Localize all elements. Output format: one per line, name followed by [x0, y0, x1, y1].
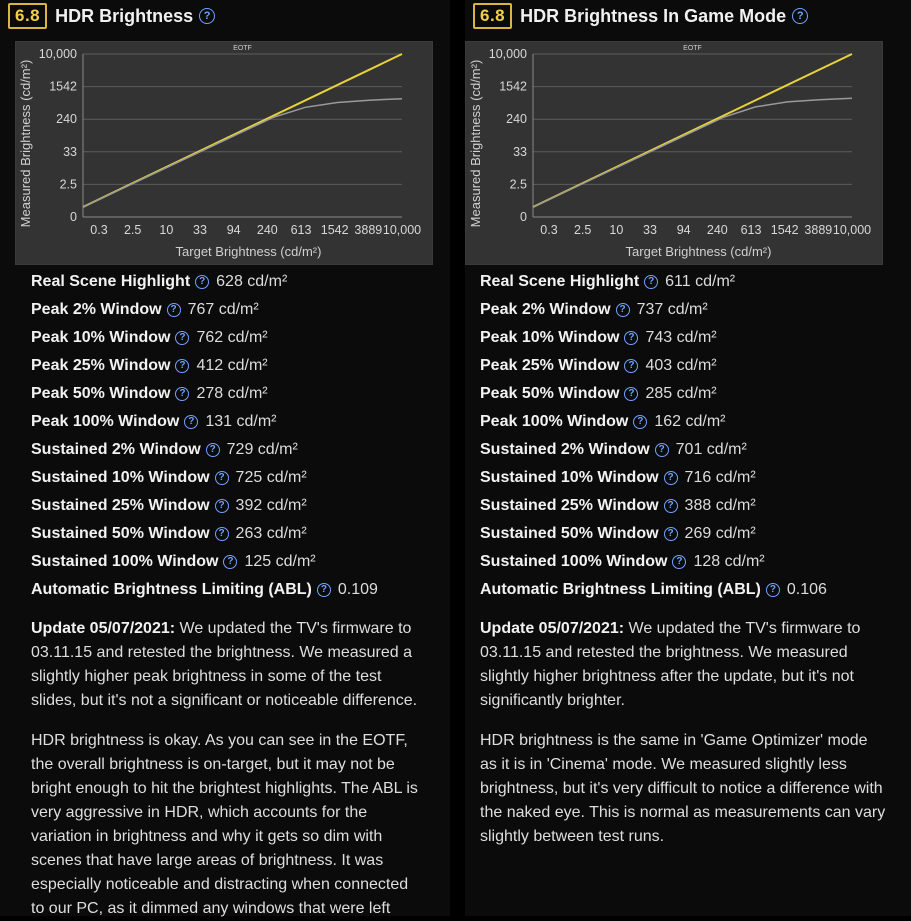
update-label: Update 05/07/2021: — [480, 620, 625, 637]
help-icon[interactable]: ? — [624, 359, 638, 373]
metric-label: Peak 50% Window — [31, 385, 171, 402]
metric-label: Peak 50% Window — [480, 385, 620, 402]
metric-value: 403 cd/m² — [645, 357, 717, 374]
metric-value: 737 cd/m² — [636, 301, 708, 318]
right-panel — [465, 0, 911, 916]
help-icon[interactable]: ? — [644, 275, 658, 289]
metric-value: 701 cd/m² — [675, 441, 747, 458]
metric-row — [31, 464, 450, 492]
y-tick-label: 1542 — [49, 79, 77, 94]
x-tick-label: 10,000 — [832, 223, 872, 237]
metric-row — [480, 492, 911, 520]
metric-value: 285 cd/m² — [645, 385, 717, 402]
x-tick-label: 613 — [290, 223, 312, 237]
y-tick-label: 33 — [63, 144, 77, 159]
y-tick-label: 10,000 — [38, 47, 77, 61]
metric-value: 269 cd/m² — [684, 525, 756, 542]
metric-value: 131 cd/m² — [205, 413, 277, 430]
chart-title: EOTF — [683, 45, 702, 52]
section-title: HDR Brightness — [55, 5, 194, 26]
help-icon[interactable]: ? — [215, 499, 229, 513]
metric-label: Sustained 25% Window — [480, 497, 659, 514]
x-tick-label: 10,000 — [382, 223, 422, 237]
metric-value: 162 cd/m² — [654, 413, 726, 430]
metric-value: 392 cd/m² — [235, 497, 307, 514]
metric-value: 725 cd/m² — [235, 469, 307, 486]
help-icon[interactable]: ? — [195, 275, 209, 289]
metric-row — [480, 576, 911, 604]
help-icon[interactable]: ? — [175, 359, 189, 373]
update-note — [31, 617, 422, 713]
metric-row — [480, 520, 911, 548]
eotf-chart-svg — [16, 42, 432, 264]
metric-row — [480, 268, 911, 296]
x-tick-label: 613 — [740, 223, 762, 237]
metric-label: Real Scene Highlight — [31, 273, 191, 290]
y-tick-label: 2.5 — [59, 177, 77, 192]
metric-value: 767 cd/m² — [187, 301, 259, 318]
x-tick-label: 33 — [643, 223, 657, 237]
y-tick-label: 33 — [513, 144, 527, 159]
eotf-chart — [15, 41, 433, 265]
help-icon[interactable]: ? — [792, 8, 808, 24]
eotf-chart-svg — [466, 42, 882, 264]
metric-label: Peak 2% Window — [480, 301, 611, 318]
metric-label: Real Scene Highlight — [480, 273, 640, 290]
help-icon[interactable]: ? — [655, 443, 669, 457]
help-icon[interactable]: ? — [624, 387, 638, 401]
metric-label: Sustained 10% Window — [31, 469, 210, 486]
metric-row — [480, 380, 911, 408]
section-header — [8, 3, 450, 29]
score-badge: 6.8 — [8, 3, 47, 29]
metric-value: 412 cd/m² — [196, 357, 268, 374]
x-tick-label: 240 — [706, 223, 728, 237]
x-tick-label: 33 — [193, 223, 207, 237]
metric-row — [480, 324, 911, 352]
metric-row — [31, 548, 450, 576]
metric-row — [480, 464, 911, 492]
metric-label: Peak 10% Window — [480, 329, 620, 346]
metric-label: Sustained 100% Window — [480, 553, 668, 570]
metric-row — [31, 324, 450, 352]
metric-row — [480, 548, 911, 576]
metrics-list — [31, 268, 450, 604]
metric-row — [31, 520, 450, 548]
metric-value: 278 cd/m² — [196, 385, 268, 402]
x-tick-label: 3889 — [354, 223, 383, 237]
metric-value: 0.106 — [786, 581, 827, 598]
score-badge: 6.8 — [473, 3, 512, 29]
help-icon[interactable]: ? — [223, 555, 237, 569]
metric-label: Peak 25% Window — [31, 357, 171, 374]
x-tick-label: 10 — [159, 223, 174, 237]
metric-row — [480, 436, 911, 464]
metric-row — [31, 492, 450, 520]
metric-value: 743 cd/m² — [645, 329, 717, 346]
metric-row — [31, 380, 450, 408]
x-tick-label: 0.3 — [540, 223, 558, 237]
section-header — [473, 3, 911, 29]
help-icon[interactable]: ? — [167, 303, 181, 317]
metric-value: 628 cd/m² — [216, 273, 288, 290]
metric-row — [31, 352, 450, 380]
left-panel — [0, 0, 450, 916]
help-icon[interactable]: ? — [766, 583, 780, 597]
metric-label: Sustained 2% Window — [480, 441, 650, 458]
help-icon[interactable]: ? — [633, 415, 647, 429]
x-tick-label: 1542 — [320, 223, 349, 237]
metric-label: Sustained 2% Window — [31, 441, 201, 458]
metric-value: 611 cd/m² — [665, 273, 736, 290]
x-tick-label: 94 — [226, 223, 241, 237]
y-tick-label: 2.5 — [509, 177, 527, 192]
help-icon[interactable]: ? — [664, 471, 678, 485]
x-tick-label: 94 — [676, 223, 691, 237]
metric-row — [480, 352, 911, 380]
metric-row — [31, 576, 450, 604]
description-text: HDR brightness is okay. As you can see in the EOTF, the overall brightness is on-target, but it may not be bright enough to hit the brightest highlights. The ABL is very aggressive in HDR, which accounts for the variation in brightness and why it gets so dim with scenes that have large areas of brightness. It was especially noticeable and distracting when connected to our PC, as it dimmed any windows that were left — [31, 732, 418, 917]
metric-label: Automatic Brightness Limiting (ABL) — [480, 581, 761, 598]
y-tick-label: 0 — [520, 210, 527, 224]
y-axis-label: Measured Brightness (cd/m²) — [468, 59, 483, 228]
help-icon[interactable]: ? — [664, 499, 678, 513]
metric-label: Sustained 10% Window — [480, 469, 659, 486]
metric-label: Automatic Brightness Limiting (ABL) — [31, 581, 312, 598]
update-label: Update 05/07/2021: — [31, 620, 176, 637]
metric-value: 729 cd/m² — [226, 441, 298, 458]
update-note — [480, 617, 887, 713]
eotf-chart — [465, 41, 883, 265]
chart-title: EOTF — [233, 45, 252, 52]
x-tick-label: 10 — [609, 223, 624, 237]
section-title: HDR Brightness In Game Mode — [520, 5, 787, 26]
metric-row — [480, 408, 911, 436]
metric-row — [31, 296, 450, 324]
help-icon[interactable]: ? — [175, 387, 189, 401]
help-icon[interactable]: ? — [672, 555, 686, 569]
help-icon[interactable]: ? — [215, 471, 229, 485]
x-tick-label: 1542 — [770, 223, 799, 237]
metric-row — [31, 268, 450, 296]
metric-row — [480, 296, 911, 324]
y-axis-label: Measured Brightness (cd/m²) — [18, 59, 33, 228]
help-icon[interactable]: ? — [215, 527, 229, 541]
metric-value: 388 cd/m² — [684, 497, 756, 514]
metric-value: 762 cd/m² — [196, 329, 268, 346]
metric-label: Peak 100% Window — [31, 413, 180, 430]
y-tick-label: 240 — [56, 112, 77, 127]
metrics-list — [480, 268, 911, 604]
metric-row — [31, 408, 450, 436]
y-tick-label: 1542 — [499, 79, 527, 94]
x-axis-label: Target Brightness (cd/m²) — [175, 244, 322, 259]
metric-label: Peak 100% Window — [480, 413, 629, 430]
y-tick-label: 10,000 — [488, 47, 527, 61]
metric-value: 263 cd/m² — [235, 525, 307, 542]
metric-label: Peak 25% Window — [480, 357, 620, 374]
x-tick-label: 0.3 — [90, 223, 108, 237]
metric-value: 125 cd/m² — [244, 553, 316, 570]
help-icon[interactable]: ? — [664, 527, 678, 541]
metric-value: 128 cd/m² — [693, 553, 765, 570]
description — [31, 729, 422, 921]
help-icon[interactable]: ? — [206, 443, 220, 457]
help-icon[interactable]: ? — [317, 583, 331, 597]
x-tick-label: 240 — [256, 223, 278, 237]
metric-row — [31, 436, 450, 464]
x-tick-label: 2.5 — [123, 223, 142, 237]
help-icon[interactable]: ? — [175, 331, 189, 345]
help-icon[interactable]: ? — [624, 331, 638, 345]
update-text: We updated the TV's firmware to 03.11.15 and retested the brightness. We measured slightly higher brightness after the update, but it's not significantly brighter. — [480, 620, 861, 709]
metric-label: Peak 2% Window — [31, 301, 162, 318]
help-icon[interactable]: ? — [184, 415, 198, 429]
y-tick-label: 0 — [70, 210, 77, 224]
metric-label: Sustained 100% Window — [31, 553, 219, 570]
x-tick-label: 2.5 — [573, 223, 592, 237]
metric-value: 0.109 — [337, 581, 378, 598]
description-text: HDR brightness is the same in 'Game Optimizer' mode as it is in 'Cinema' mode. We measured slightly less brightness, but it's very difficult to notice a difference with the naked eye. This is normal as measurements can vary slightly between test runs. — [480, 732, 886, 845]
help-icon[interactable]: ? — [616, 303, 630, 317]
y-tick-label: 240 — [506, 112, 527, 127]
metric-value: 716 cd/m² — [684, 469, 756, 486]
update-text: We updated the TV's firmware to 03.11.15 and retested the brightness. We measured a slightly higher peak brightness in some of the test slides, but it's not a significant or noticeable difference. — [31, 620, 418, 709]
metric-label: Sustained 50% Window — [480, 525, 659, 542]
x-axis-label: Target Brightness (cd/m²) — [625, 244, 772, 259]
metric-label: Sustained 50% Window — [31, 525, 210, 542]
metric-label: Peak 10% Window — [31, 329, 171, 346]
help-icon[interactable]: ? — [199, 8, 215, 24]
x-tick-label: 3889 — [804, 223, 833, 237]
metric-label: Sustained 25% Window — [31, 497, 210, 514]
description — [480, 729, 887, 849]
